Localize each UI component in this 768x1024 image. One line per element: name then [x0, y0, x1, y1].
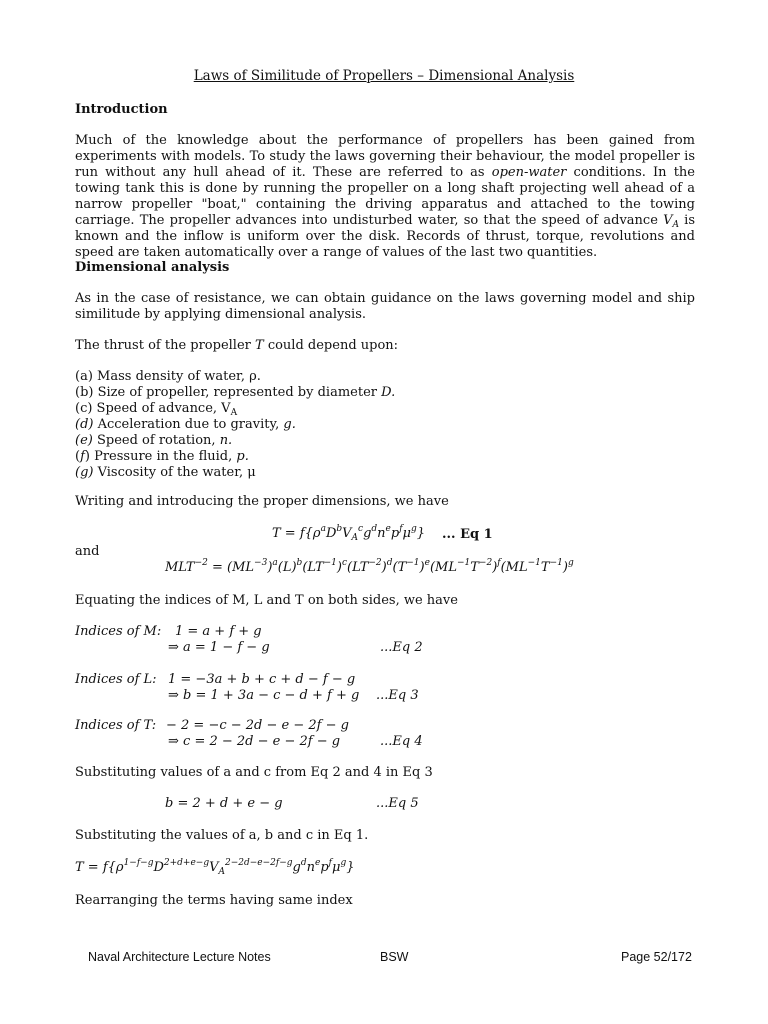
indices-t-label: Indices of T: [75, 718, 157, 733]
eq5-ref: ...Eq 5 [376, 796, 419, 811]
eq2-ref: ...Eq 2 [380, 640, 423, 655]
equation-5: b = 2 + d + e − g [165, 796, 283, 811]
list-item-e: (e) Speed of rotation, n. [75, 433, 233, 448]
rearrange-line: Rearranging the terms having same index [75, 893, 353, 908]
indices-t-eq1: − 2 = −c − 2d − e − 2f − g [166, 718, 349, 733]
substituted-equation: $T = f\{\rho^{1-f-g}D^{2+d+e-g}V_A^{2-2d-e-2f-g}g^dn^ep^f\mu^g\}$ [75, 858, 355, 877]
eq4-ref: ...Eq 4 [380, 734, 423, 749]
list-item-a: (a) Mass density of water, ρ. [75, 369, 261, 384]
page-title: Laws of Similitude of Propellers – Dimensional Analysis [193, 68, 575, 84]
indices-l-eq2: ⇒ b = 1 + 3a − c − d + f + g [168, 688, 360, 703]
footer-page-number: Page 52/172 [621, 950, 692, 964]
dimensional-heading: Dimensional analysis [75, 260, 230, 275]
indices-m-eq2: ⇒ a = 1 − f − g [168, 640, 270, 655]
dimension-equation: $MLT^{-2} = (ML^{-3})^a(L)^b(LT^{-1})^c(LT^{-2})^d(T^{-1})^e(ML^{-1}T^{-2})^f(ML^{-1}T^{-1})^g$ [165, 558, 574, 575]
equation-1: $T = f\{\rho^aD^bV_A^cg^dn^ep^f\mu^g\}$ [272, 524, 426, 543]
writing-line: Writing and introducing the proper dimensions, we have [75, 494, 449, 509]
list-item-f: (f) Pressure in the fluid, p. [75, 449, 249, 464]
list-item-b: (b) Size of propeller, represented by diameter D. [75, 385, 396, 400]
footer-center: BSW [380, 950, 409, 964]
eq1-ref: ... Eq 1 [442, 527, 493, 542]
and-word: and [75, 544, 100, 559]
intro-heading: Introduction [75, 102, 168, 117]
equating-line: Equating the indices of M, L and T on both sides, we have [75, 593, 458, 608]
footer-left: Naval Architecture Lecture Notes [88, 950, 271, 964]
indices-l-label: Indices of L: [75, 672, 157, 687]
indices-m-label: Indices of M: [75, 624, 162, 639]
eq3-ref: ...Eq 3 [376, 688, 419, 703]
thrust-line: The thrust of the propeller T could depend upon: [75, 338, 399, 353]
substitute-line-2: Substituting the values of a, b and c in Eq 1. [75, 828, 369, 843]
list-item-g: (g) Viscosity of the water, μ [75, 465, 256, 480]
substitute-line-1: Substituting values of a and c from Eq 2 and 4 in Eq 3 [75, 765, 433, 780]
dimensional-paragraph: As in the case of resistance, we can obtain guidance on the laws governing model and ship similitude by applying dimensional analysis. [75, 291, 695, 322]
intro-paragraph: Much of the knowledge about the performance of propellers has been gained from experiments with models. To study the laws governing their behaviour, the model propeller is run without any hull ahead of it. These are referred to as open-water conditions. In the towing tank this is done by running the propeller on a long shaft projecting well ahead of a narrow propeller "boat," containing the driving apparatus and attached to the towing carriage. The propeller advances into undisturbed water, so that the speed of advance $V_A$ is known and the inflow is uniform over the disk. Records of thrust, torque, revolutions and speed are taken automatically over a range of values of the last two quantities. [75, 133, 696, 260]
list-item-c: (c) Speed of advance, $V_A$ [75, 401, 238, 418]
indices-t-eq2: ⇒ c = 2 − 2d − e − 2f − g [168, 734, 341, 749]
indices-l-eq1: 1 = −3a + b + c + d − f − g [168, 672, 356, 687]
list-item-d: (d) Acceleration due to gravity, g. [75, 417, 296, 432]
indices-m-eq1: 1 = a + f + g [175, 624, 262, 639]
